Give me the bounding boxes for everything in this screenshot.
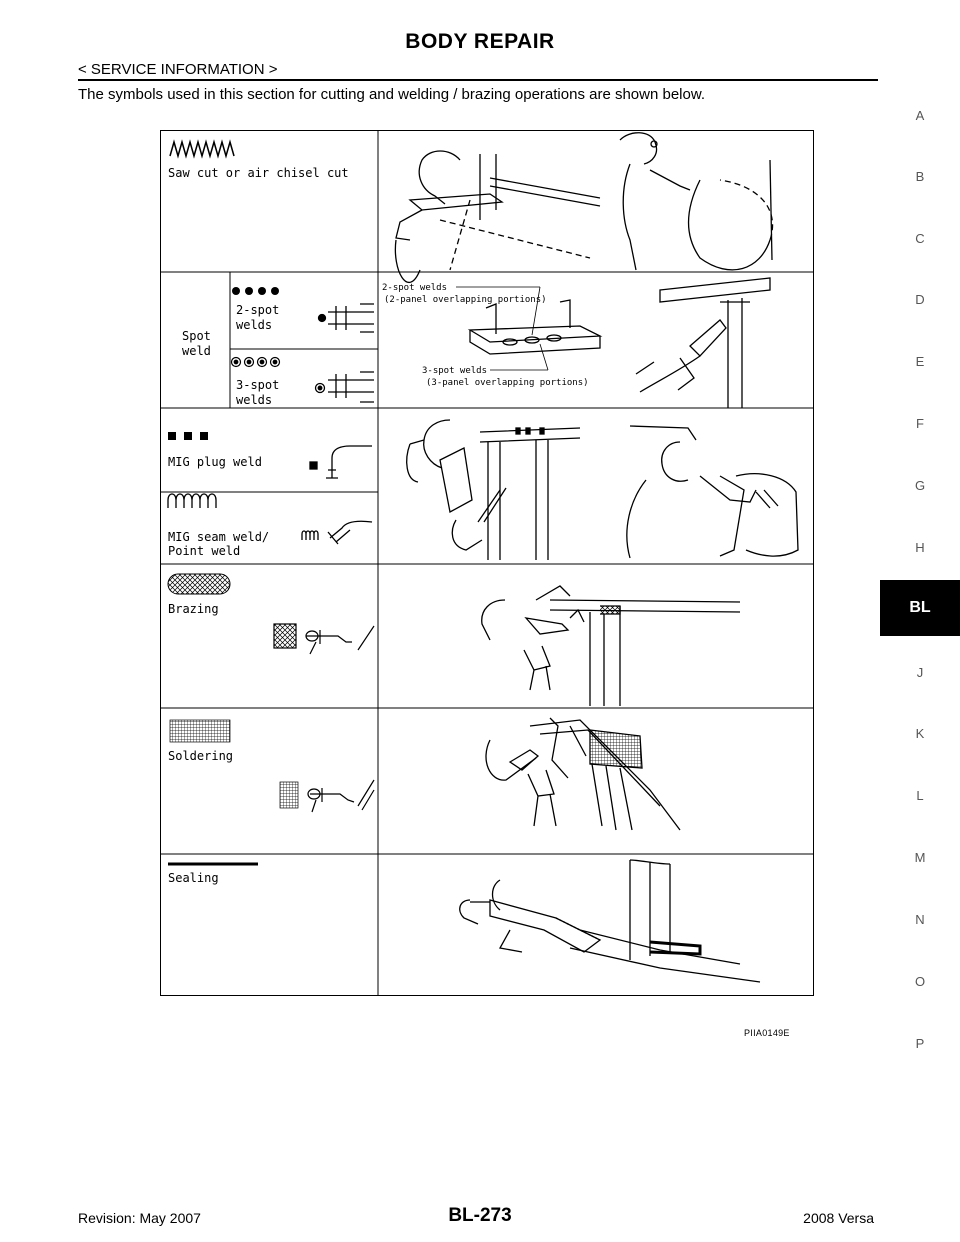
index-letter-k[interactable]: K — [915, 726, 925, 741]
index-letter-p[interactable]: P — [915, 1036, 925, 1051]
two-spot-tool-icon — [319, 304, 375, 332]
spot-weld-panel-illustration — [470, 300, 600, 354]
figure-code: PIIA0149E — [744, 1028, 790, 1038]
mig-seam-tool-icon — [302, 521, 372, 544]
index-letter-m[interactable]: M — [914, 850, 926, 865]
soldering-tool-icon — [280, 780, 374, 812]
index-tab-active[interactable]: BL — [880, 580, 960, 636]
symbol-figure — [160, 130, 814, 996]
page-number: BL-273 — [448, 1205, 512, 1226]
mig-plug-label: MIG plug weld — [168, 455, 262, 469]
soldering-illustration — [486, 718, 680, 830]
index-letter-d[interactable]: D — [915, 292, 925, 307]
brazing-tool-icon — [274, 624, 374, 654]
callout-2spot-line1: 2-spot welds — [382, 283, 448, 293]
header-rule — [78, 79, 878, 81]
spot-weld-label-line2: weld — [182, 344, 211, 358]
mig-seam-symbol — [168, 494, 216, 508]
sealing-illustration — [460, 860, 760, 982]
mig-seam-label-line1: MIG seam weld/ — [168, 530, 270, 544]
two-spot-label-line2: welds — [236, 318, 273, 332]
section-label: < SERVICE INFORMATION > — [78, 61, 278, 78]
three-spot-label-line2: welds — [236, 393, 273, 407]
index-letter-j[interactable]: J — [916, 665, 924, 680]
sealing-label: Sealing — [168, 871, 219, 885]
three-spot-dots — [232, 358, 280, 367]
index-letter-h[interactable]: H — [915, 540, 925, 555]
mig-plug-tool-icon — [310, 446, 372, 478]
mig-weld-illustration — [407, 420, 798, 560]
index-letter-g[interactable]: G — [914, 478, 926, 493]
revision-text: Revision: May 2007 — [78, 1210, 201, 1226]
callout-3spot-line1: 3-spot welds — [422, 366, 488, 376]
soldering-label: Soldering — [168, 749, 234, 763]
callout-2spot-line2: (2-panel overlapping portions) — [384, 295, 547, 305]
brazing-illustration — [482, 586, 740, 706]
mig-seam-label-line2: Point weld — [168, 544, 241, 558]
two-spot-dots — [232, 287, 279, 295]
index-letter-a[interactable]: A — [915, 108, 925, 123]
spot-weld-tool-illustration — [636, 278, 770, 408]
soldering-symbol — [170, 720, 230, 742]
model-text: 2008 Versa — [803, 1210, 874, 1226]
page-title: BODY REPAIR — [405, 30, 555, 53]
index-letter-l[interactable]: L — [916, 788, 924, 803]
three-spot-tool-icon — [316, 372, 375, 402]
index-letter-b[interactable]: B — [915, 169, 925, 184]
index-letter-f[interactable]: F — [916, 416, 924, 431]
index-letter-c[interactable]: C — [915, 231, 925, 246]
saw-cut-illustration — [395, 133, 772, 283]
saw-cut-symbol — [170, 142, 234, 156]
three-spot-label-line1: 3-spot — [236, 378, 280, 392]
brazing-symbol — [168, 574, 230, 594]
saw-cut-label: Saw cut or air chisel cut — [168, 166, 349, 180]
callout-3spot-line2: (3-panel overlapping portions) — [426, 378, 589, 388]
two-spot-label-line1: 2-spot — [236, 303, 280, 317]
brazing-label: Brazing — [168, 602, 219, 616]
intro-text: The symbols used in this section for cutting and welding / brazing operations are shown below. — [78, 86, 706, 103]
index-letter-o[interactable]: O — [914, 974, 926, 989]
spot-weld-label-line1: Spot — [182, 329, 211, 343]
index-letter-e[interactable]: E — [915, 354, 925, 369]
index-letter-n[interactable]: N — [915, 912, 925, 927]
mig-plug-squares — [168, 432, 208, 440]
